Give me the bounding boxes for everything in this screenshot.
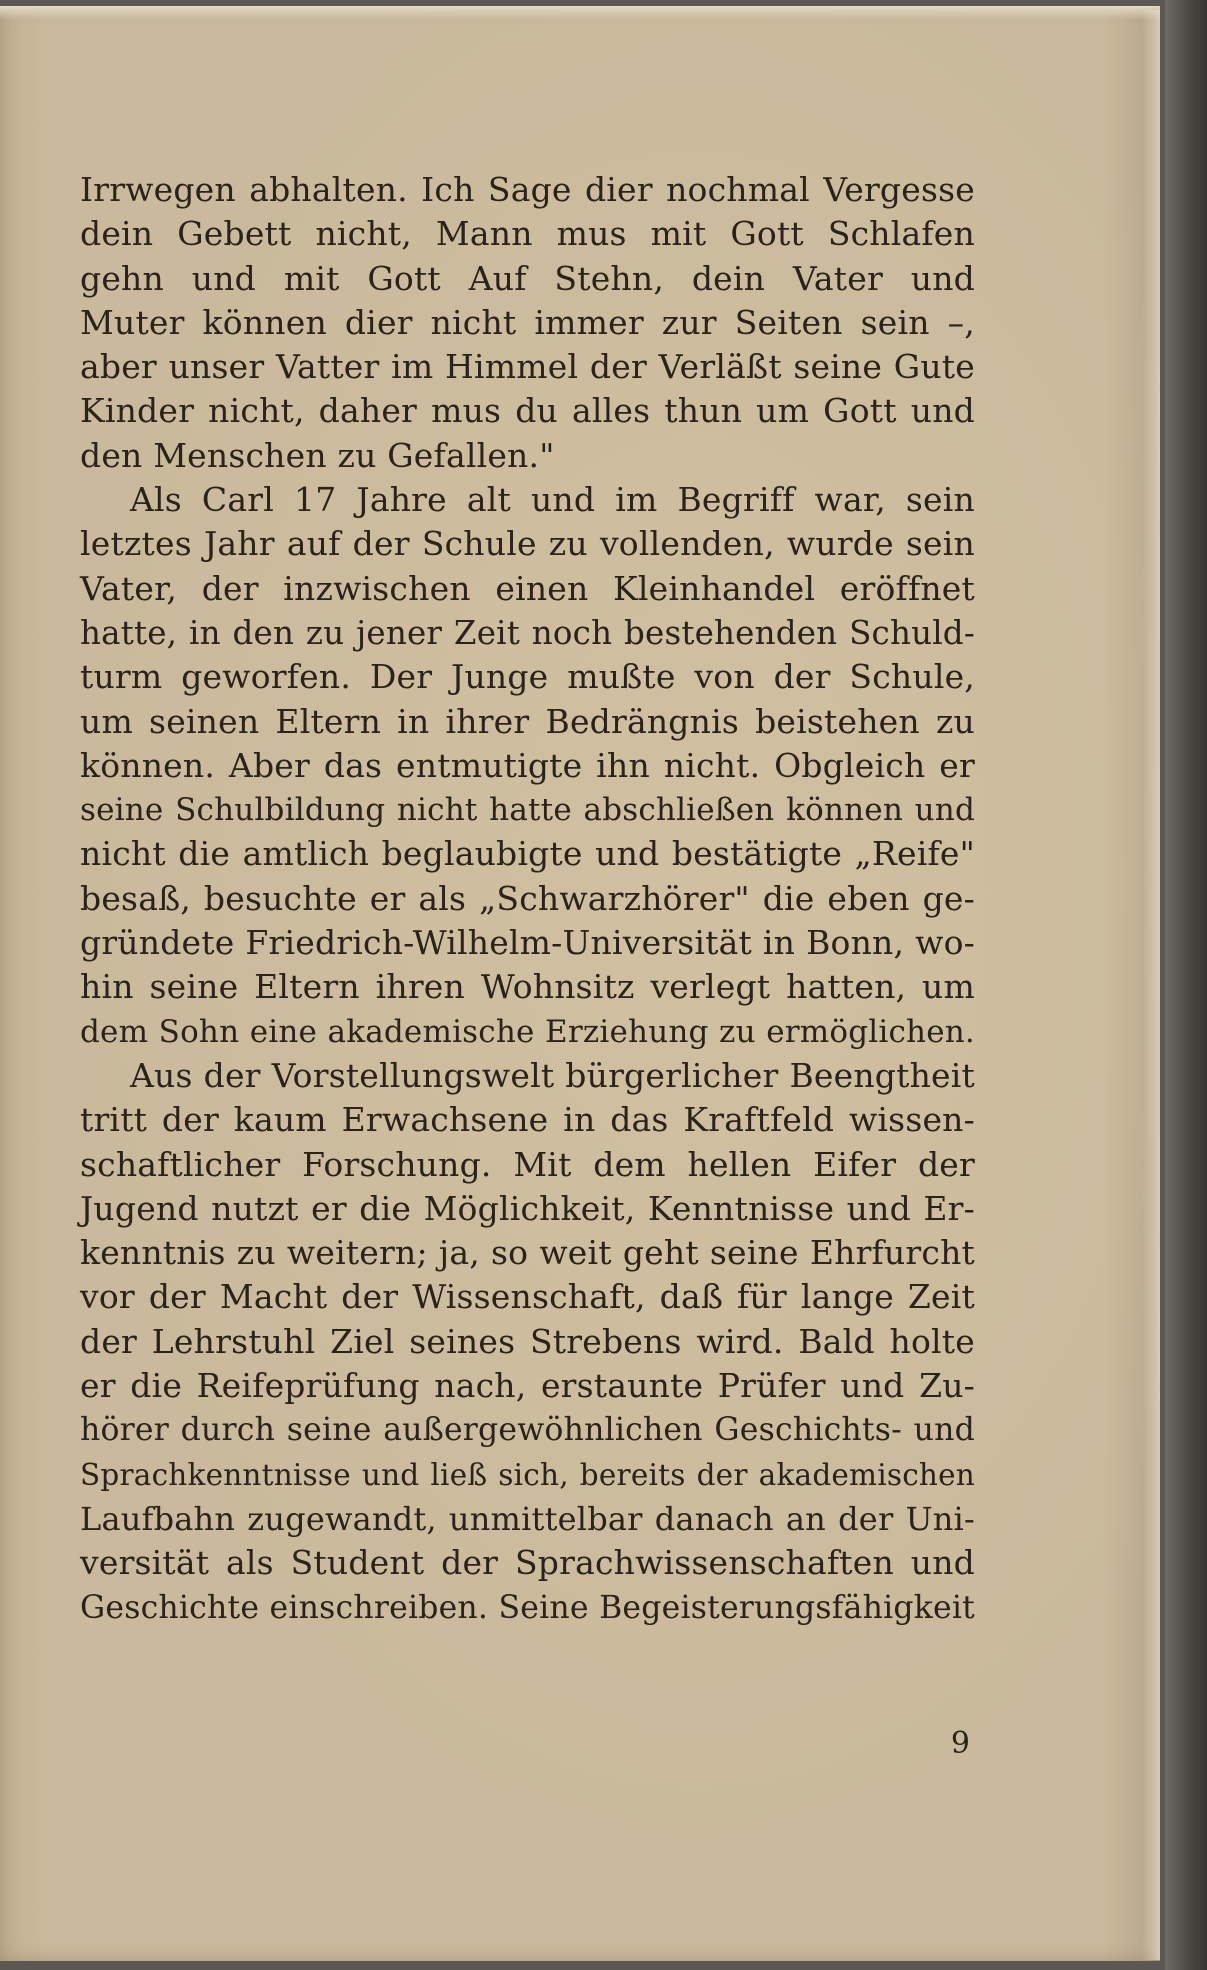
text-line: aber unser Vatter im Himmel der Verläßt seine Gute bbox=[80, 347, 975, 387]
page-right-edge bbox=[1142, 10, 1160, 1960]
text-line: er die Reifeprüfung nach, erstaunte Prüfer und Zu- bbox=[80, 1366, 975, 1406]
text-line: der Lehrstuhl Ziel seines Strebens wird. Bald holte bbox=[80, 1321, 975, 1361]
text-line: Sprachkenntnisse und ließ sich, bereits der akademischen bbox=[80, 1457, 975, 1492]
text-line: um seinen Eltern in ihrer Bedrängnis beistehen zu bbox=[80, 701, 975, 741]
text-line: Irrwegen abhalten. Ich Sage dier nochmal Vergesse bbox=[80, 170, 975, 209]
text-line: Kinder nicht, daher mus du alles thun um Gott und bbox=[80, 391, 975, 431]
text-line: Jugend nutzt er die Möglichkeit, Kenntnisse und Er- bbox=[80, 1188, 975, 1228]
text-line: hatte, in den zu jener Zeit noch bestehenden Schuld- bbox=[80, 613, 975, 652]
text-line: Aus der Vorstellungswelt bürgerlicher Beengtheit bbox=[130, 1055, 975, 1095]
background-edge bbox=[1165, 0, 1207, 1970]
text-line: turm geworfen. Der Junge mußte von der Schule, bbox=[80, 657, 975, 697]
text-line: schaftlicher Forschung. Mit dem hellen Eifer der bbox=[80, 1144, 975, 1184]
text-line: versität als Student der Sprachwissenschaften und bbox=[80, 1543, 975, 1583]
text-line: tritt der kaum Erwachsene in das Kraftfeld wissen- bbox=[80, 1100, 975, 1140]
text-line: gehn und mit Gott Auf Stehn, dein Vater und bbox=[80, 258, 975, 298]
text-line: Als Carl 17 Jahre alt und im Begriff war, sein bbox=[130, 480, 975, 520]
page-top-edge bbox=[0, 6, 1160, 20]
text-line: dem Sohn eine akademische Erziehung zu ermöglichen. bbox=[80, 1013, 975, 1050]
text-line: nicht die amtlich beglaubigte und bestätigte „Reife" bbox=[80, 834, 975, 874]
text-line: kenntnis zu weitern; ja, so weit geht seine Ehrfurcht bbox=[80, 1233, 975, 1273]
text-line: hin seine Eltern ihren Wohnsitz verlegt hatten, um bbox=[80, 967, 975, 1007]
text-line: dein Gebett nicht, Mann mus mit Gott Schlafen bbox=[80, 214, 975, 254]
text-line: können. Aber das entmutigte ihn nicht. Obgleich er bbox=[80, 745, 975, 785]
text-line: gründete Friedrich-Wilhelm-Universität in Bonn, wo- bbox=[80, 923, 975, 963]
text-line: vor der Macht der Wissenschaft, daß für lange Zeit bbox=[80, 1277, 975, 1317]
text-line: besaß, besuchte er als „Schwarzhörer" die eben ge- bbox=[80, 878, 975, 918]
text-line: seine Schulbildung nicht hatte abschließen können und bbox=[80, 792, 975, 829]
page-number: 9 bbox=[950, 1726, 970, 1761]
text-line: Muter können dier nicht immer zur Seiten sein –, bbox=[80, 302, 975, 342]
text-line: Vater, der inzwischen einen Kleinhandel eröffnet bbox=[80, 568, 975, 608]
text-line: Geschichte einschreiben. Seine Begeisterungsfähigkeit bbox=[80, 1589, 975, 1626]
text-line: Laufbahn zugewandt, unmittelbar danach an der Uni- bbox=[80, 1499, 975, 1538]
text-line: den Menschen zu Gefallen." bbox=[80, 435, 555, 475]
body-text bbox=[80, 168, 975, 1630]
text-line: hörer durch seine außergewöhnlichen Geschichts- und bbox=[80, 1412, 975, 1449]
text-line: letztes Jahr auf der Schule zu vollenden, wurde sein bbox=[80, 524, 975, 564]
